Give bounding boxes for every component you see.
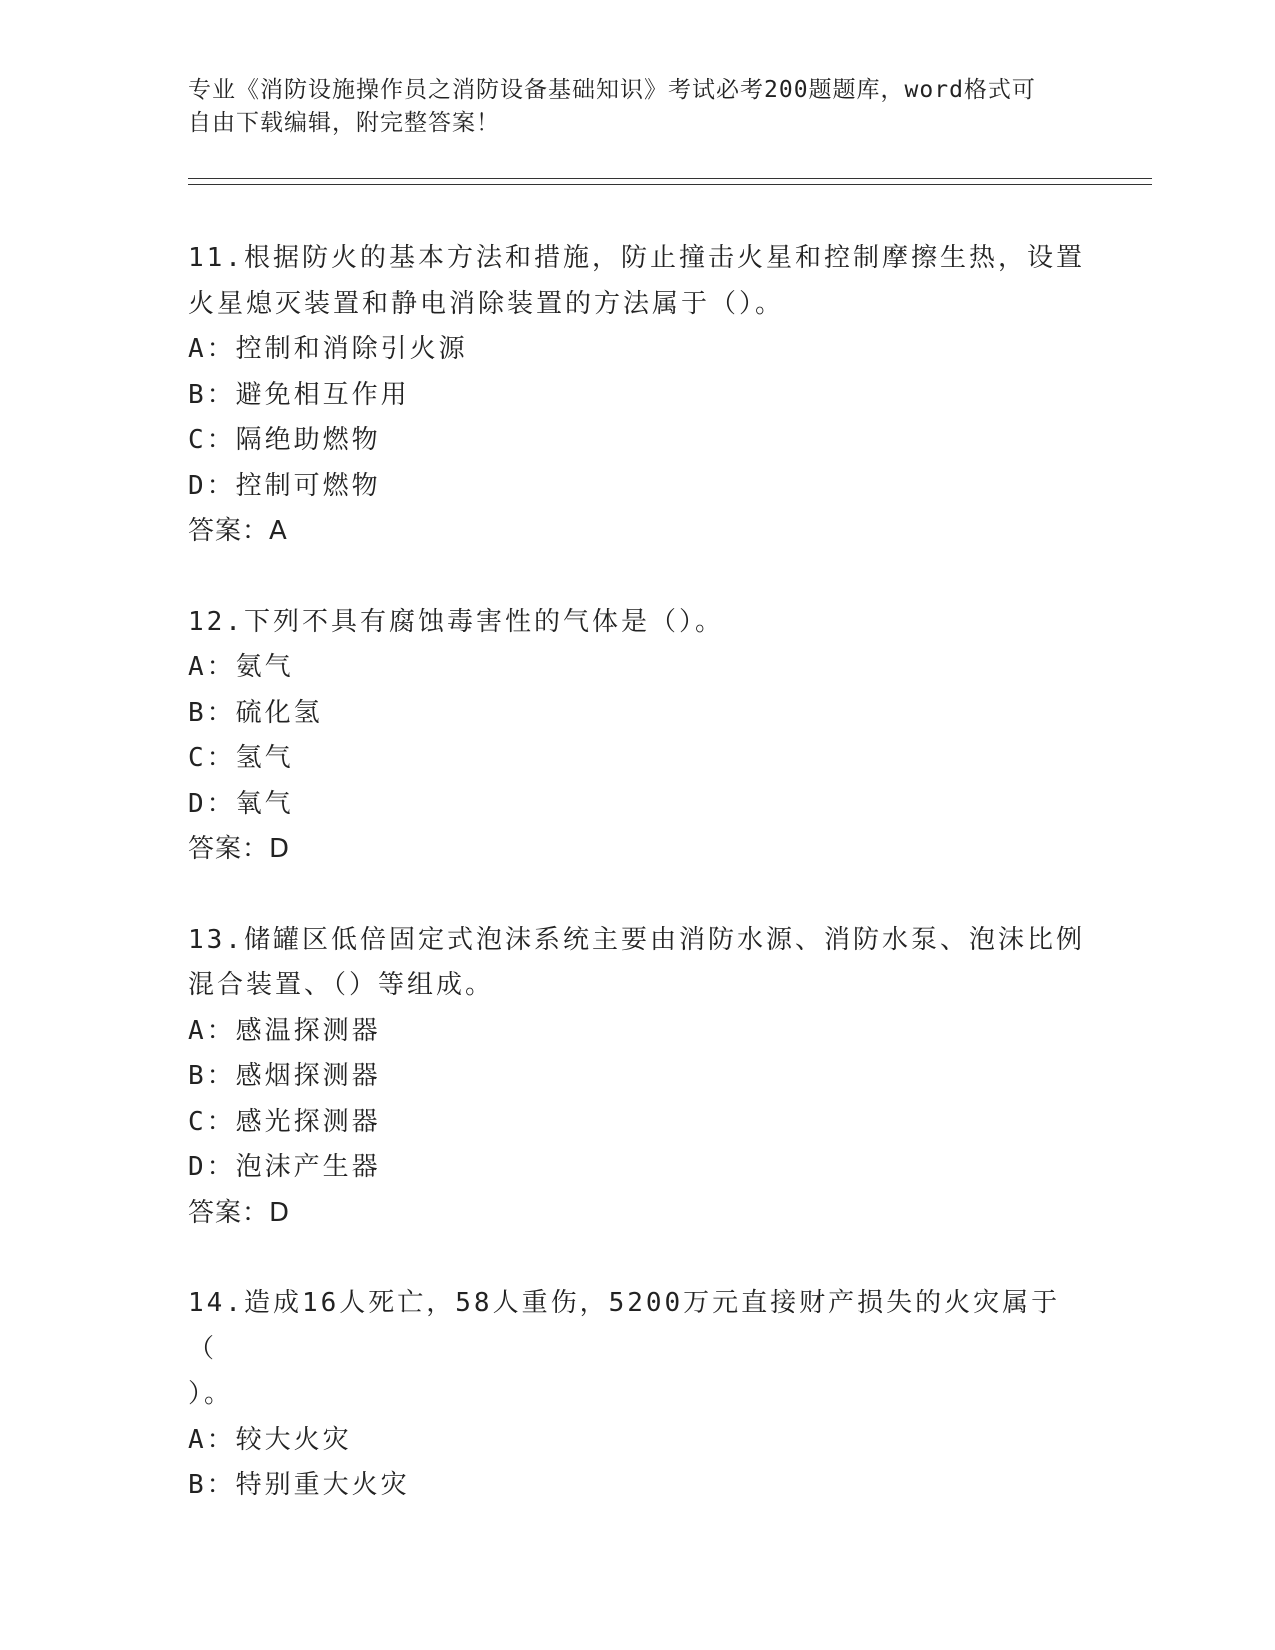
option-a: A：较大火灾 [188, 1424, 352, 1455]
option-b: B：避免相互作用 [188, 379, 410, 410]
option-a: A：感温探测器 [188, 1015, 381, 1046]
question-11 [188, 236, 1088, 555]
question-stem [188, 236, 1088, 327]
option-a: A：氨气 [188, 652, 294, 682]
option-c: C：氢气 [188, 743, 294, 773]
question-stem-line-1: 14.造成16人死亡，58人重伤，5200万元直接财产损失的火灾属于（ [188, 1288, 1061, 1364]
answer-line: 答案：D [188, 834, 291, 864]
question-stem-line-2: 混合装置、（）等组成。 [188, 970, 495, 1000]
header-title-line-2: 自由下载编辑，附完整答案！ [188, 110, 500, 136]
answer-line: 答案：D [188, 1197, 291, 1228]
document-header [188, 74, 1068, 140]
question-list [188, 236, 1088, 1554]
question-stem-line-1: 13.储罐区低倍固定式泡沫系统主要由消防水源、消防水泵、泡沫比例 [188, 924, 1085, 955]
question-stem-line-1: 11.根据防火的基本方法和措施，防止撞击火星和控制摩擦生热，设置 [188, 243, 1085, 273]
header-divider-bottom [188, 184, 1152, 185]
question-stem-line-2: ）。 [188, 1379, 234, 1409]
question-12 [188, 600, 1088, 873]
question-stem-line-2: 火星熄灭装置和静电消除装置的方法属于（）。 [188, 288, 785, 319]
question-stem [188, 1281, 1088, 1418]
option-a: A：控制和消除引火源 [188, 334, 468, 364]
question-stem-line-1: 12.下列不具有腐蚀毒害性的气体是（）。 [188, 606, 724, 637]
question-14 [188, 1281, 1088, 1509]
option-b: B：硫化氢 [188, 697, 323, 728]
option-b: B：感烟探测器 [188, 1061, 381, 1091]
option-c: C：感光探测器 [188, 1106, 381, 1137]
option-d: D：控制可燃物 [188, 470, 381, 501]
question-13 [188, 918, 1088, 1237]
option-c: C：隔绝助燃物 [188, 425, 381, 455]
answer-line: 答案：A [188, 516, 288, 546]
option-b: B：特别重大火灾 [188, 1470, 410, 1500]
header-title-line-1: 专业《消防设施操作员之消防设备基础知识》考试必考200题题库，word格式可 [188, 77, 1036, 103]
question-stem [188, 918, 1088, 1009]
option-d: D：氧气 [188, 788, 294, 819]
question-stem [188, 600, 1088, 646]
option-d: D：泡沫产生器 [188, 1152, 381, 1182]
header-divider-top [188, 178, 1152, 179]
